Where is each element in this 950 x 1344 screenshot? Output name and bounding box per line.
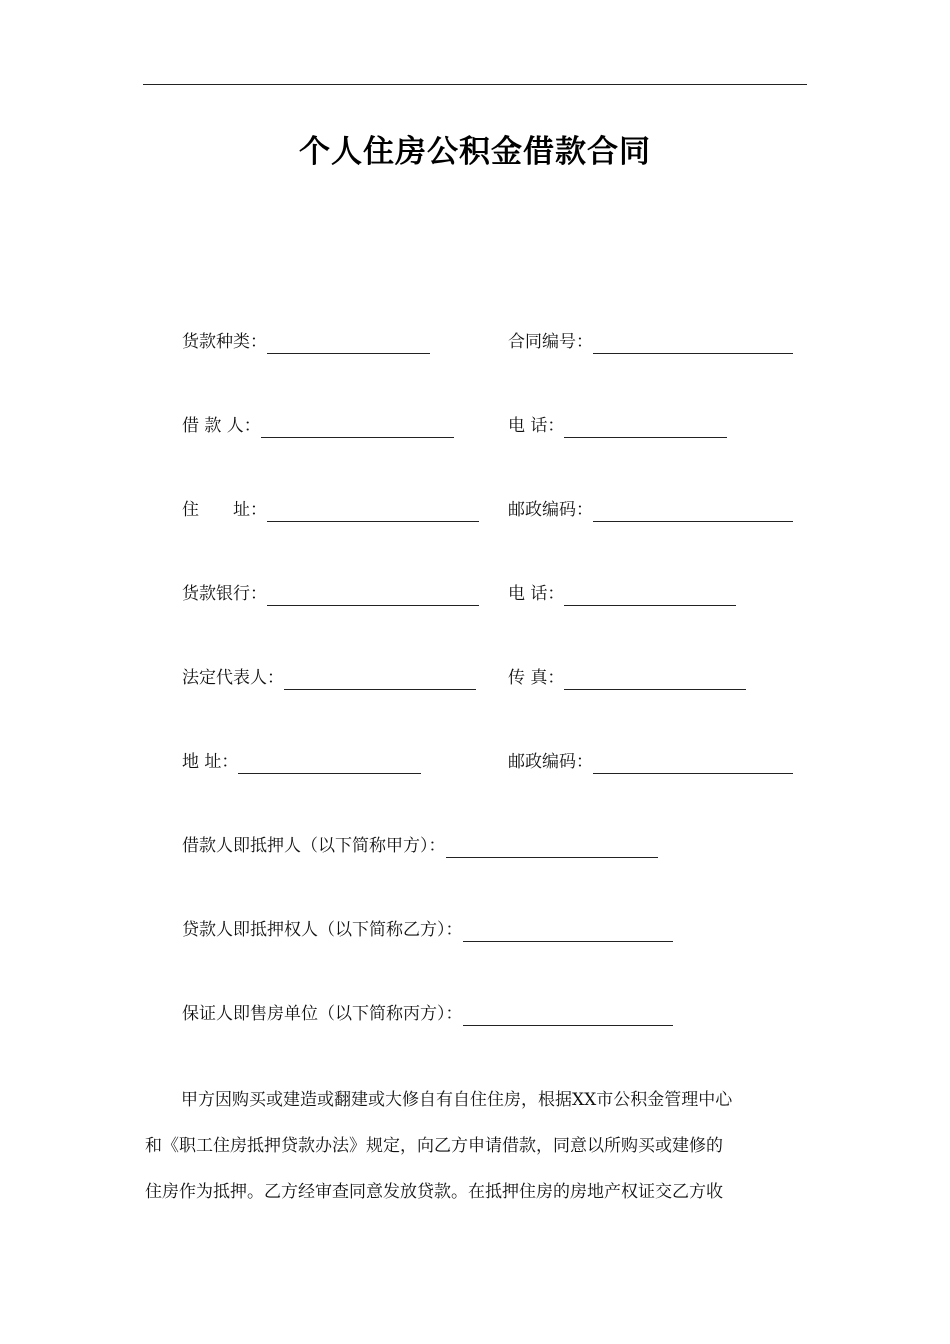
document-title: 个人住房公积金借款合同 (299, 134, 651, 170)
field-label: 邮政编码： (508, 500, 593, 520)
field-borrower (182, 414, 454, 438)
paragraph-line: 和《职工住房抵押贷款办法》规定，向乙方申请借款，同意以所购买或建修的 (145, 1136, 723, 1156)
party-label: 借款人即抵押人（以下简称甲方）： (182, 836, 446, 856)
party-b (182, 918, 673, 942)
blank-line[interactable] (267, 501, 479, 522)
blank-line[interactable] (267, 585, 479, 606)
paragraph-line: 住房作为抵押。乙方经审查同意发放贷款。在抵押住房的房地产权证交乙方收 (145, 1182, 723, 1202)
blank-line[interactable] (564, 669, 746, 690)
field-label: 借 款 人： (182, 416, 261, 436)
blank-line[interactable] (446, 837, 658, 858)
blank-line[interactable] (267, 333, 430, 354)
field-phone-1 (508, 414, 727, 438)
blank-line[interactable] (284, 669, 476, 690)
field-label: 电 话： (508, 584, 565, 604)
contract-body-paragraph (145, 1077, 805, 1215)
field-label: 地 址： (182, 752, 239, 772)
party-label: 保证人即售房单位（以下简称丙方）： (182, 1004, 463, 1024)
party-a (182, 834, 658, 858)
blank-line[interactable] (593, 501, 793, 522)
field-lender-bank (182, 582, 479, 606)
blank-line[interactable] (564, 585, 736, 606)
field-phone-2 (508, 582, 736, 606)
field-postcode-2 (508, 750, 793, 774)
field-label: 邮政编码： (508, 752, 593, 772)
field-legal-rep (182, 666, 476, 690)
field-contract-no (508, 330, 793, 354)
field-label: 法定代表人： (182, 668, 284, 688)
blank-line[interactable] (564, 417, 727, 438)
field-label: 电 话： (508, 416, 565, 436)
field-loan-type (182, 330, 430, 354)
field-label: 合同编号： (508, 332, 593, 352)
blank-line[interactable] (261, 417, 454, 438)
blank-line[interactable] (463, 1005, 673, 1026)
field-label: 货款种类： (182, 332, 267, 352)
paragraph-line: 甲方因购买或建造或翻建或大修自有自住住房，根据XX市公积金管理中心 (181, 1090, 733, 1110)
field-address-2 (182, 750, 421, 774)
field-fax (508, 666, 746, 690)
blank-line[interactable] (238, 753, 421, 774)
field-label: 传 真： (508, 668, 565, 688)
party-label: 贷款人即抵押权人（以下简称乙方）： (182, 920, 463, 940)
party-c (182, 1002, 673, 1026)
blank-line[interactable] (593, 753, 793, 774)
field-postcode-1 (508, 498, 793, 522)
field-label: 货款银行： (182, 584, 267, 604)
field-label: 住 址： (182, 500, 267, 520)
blank-line[interactable] (463, 921, 673, 942)
field-address (182, 498, 479, 522)
header-rule (143, 84, 807, 85)
blank-line[interactable] (593, 333, 793, 354)
